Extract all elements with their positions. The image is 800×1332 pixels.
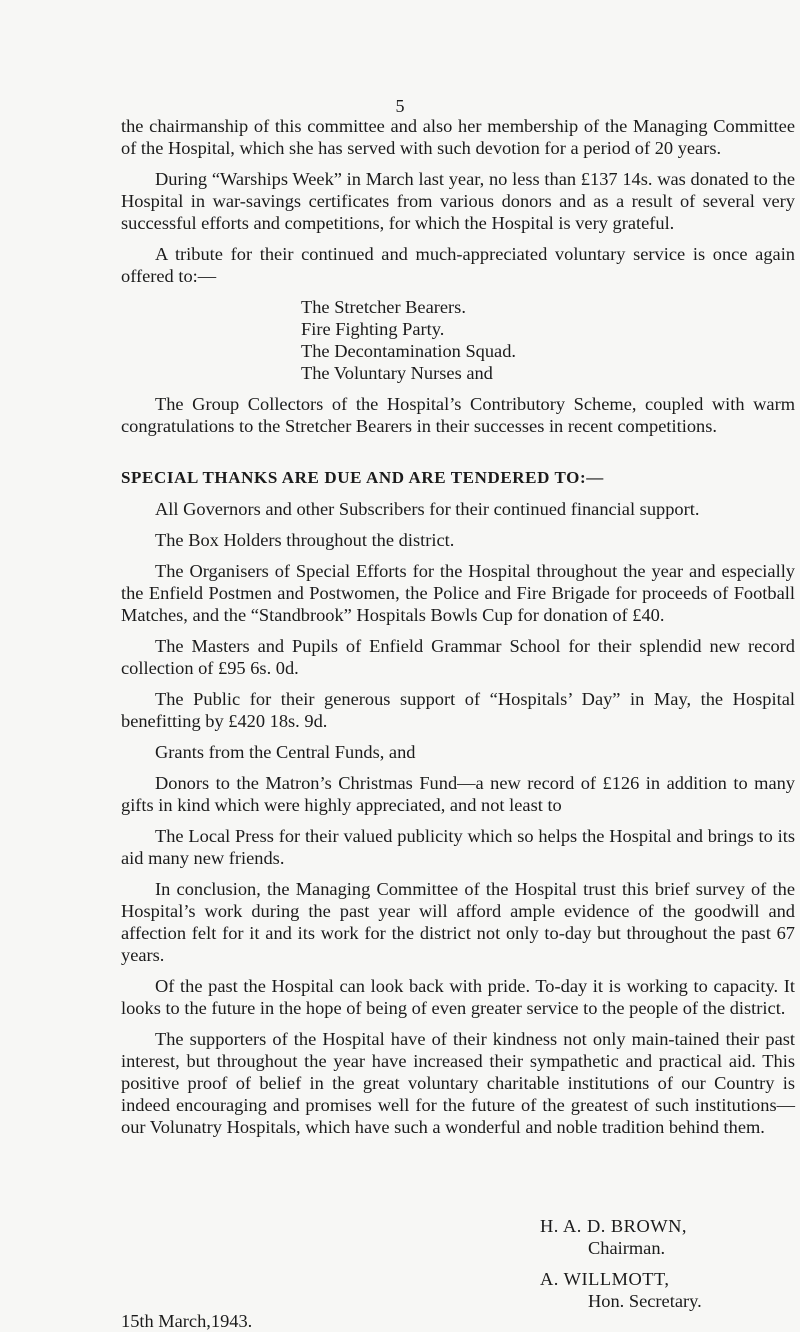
tribute-item: The Decontamination Squad.: [301, 341, 517, 361]
closing-paragraph: Of the past the Hospital can look back with pride. To-day it is working to capacity. It looks to the future in the hope of being of even greater service to the people of the district.: [121, 976, 795, 1018]
report-date: 15th March,1943.: [121, 1311, 253, 1331]
thanks-paragraph: Donors to the Matron’s Christmas Fund—a new record of £126 in addition to many gifts in kind which were highly appreciated, and not least to: [121, 773, 795, 815]
special-thanks-heading: SPECIAL THANKS ARE DUE AND ARE TENDERED TO:—: [121, 468, 604, 487]
signatory-title: Chairman.: [588, 1238, 666, 1258]
secretary-signature: [540, 1268, 702, 1312]
closing-paragraph: In conclusion, the Managing Committee of the Hospital trust this brief survey of the Hospital’s work during the past year will afford ample evidence of the goodwill and affection felt for it and its work for the district not only to-day but throughout the past 67 years.: [121, 879, 795, 965]
signatory-name: H. A. D. BROWN,: [540, 1216, 687, 1236]
page-number: 5: [395, 96, 405, 116]
tribute-intro: A tribute for their continued and much-appreciated voluntary service is once again offered to:—: [121, 244, 795, 286]
chairman-signature: [540, 1215, 687, 1259]
closing-paragraph: The supporters of the Hospital have of their kindness not only main-tained their past interest, but throughout the year have increased their sympathetic and practical aid. This positive proof of belief in the great voluntary charitable institutions of our Country is indeed encouraging and promises well for the future of the greatest of such institutions—our Volunatry Hospitals, which have such a wonderful and noble tradition behind them.: [121, 1029, 795, 1137]
tribute-item: The Voluntary Nurses and: [301, 363, 493, 383]
thanks-paragraph: The Local Press for their valued publicity which so helps the Hospital and brings to its aid many new friends.: [121, 826, 795, 868]
opening-paragraph: the chairmanship of this committee and also her membership of the Managing Committee of the Hospital, which she has served with such devotion for a period of 20 years.: [121, 116, 795, 158]
thanks-paragraph: The Public for their generous support of “Hospitals’ Day” in May, the Hospital benefitting by £420 18s. 9d.: [121, 689, 795, 731]
warships-paragraph: During “Warships Week” in March last year, no less than £137 14s. was donated to the Hospital in war-savings certificates from various donors and as a result of several very successful efforts and competitions, for which the Hospital is very grateful.: [121, 169, 795, 233]
tribute-item: Fire Fighting Party.: [301, 319, 445, 339]
signatory-name: A. WILLMOTT,: [540, 1269, 670, 1289]
signatory-title: Hon. Secretary.: [588, 1291, 702, 1311]
thanks-paragraph: Grants from the Central Funds, and: [155, 742, 416, 762]
tribute-list: [301, 296, 795, 384]
thanks-paragraph: The Masters and Pupils of Enfield Grammar School for their splendid new record collection of £95 6s. 0d.: [121, 636, 795, 678]
thanks-paragraph: All Governors and other Subscribers for their continued financial support.: [155, 499, 700, 519]
group-collectors-paragraph: The Group Collectors of the Hospital’s Contributory Scheme, coupled with warm congratulations to the Stretcher Bearers in their successes in recent competitions.: [121, 394, 795, 436]
body-text: [121, 115, 795, 1147]
tribute-item: The Stretcher Bearers.: [301, 297, 466, 317]
thanks-paragraph: The Box Holders throughout the district.: [155, 530, 455, 550]
thanks-paragraph: The Organisers of Special Efforts for the Hospital throughout the year and especially the Enfield Postmen and Postwomen, the Police and Fire Brigade for proceeds of Football Matches, and the “Standbrook” Hospitals Bowls Cup for donation of £40.: [121, 561, 795, 625]
